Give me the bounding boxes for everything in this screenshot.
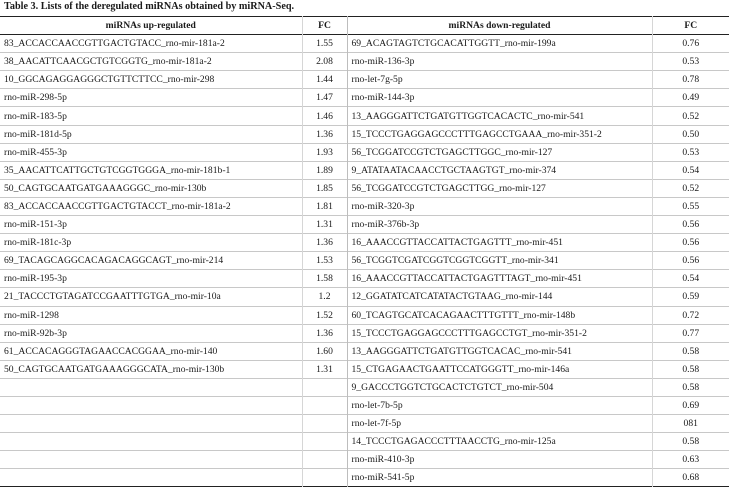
up-fc-cell: 1.47 <box>302 89 347 107</box>
up-mirna-cell <box>0 378 302 396</box>
down-fc-cell: 081 <box>683 418 698 430</box>
down-fc-cell: 0.63 <box>682 454 700 466</box>
up-mirna-cell: 69_TACAGCAGGCACAGACAGGCAGT_rno-mir-214 <box>0 252 302 270</box>
up-fc-cell: 1.81 <box>302 197 347 215</box>
up-mirna-cell: 38_AACATTCAACGCTGTCGGTG_rno-mir-181a-2 <box>0 53 302 71</box>
up-mirna-cell: 35_AACATTCATTGCTGTCGGTGGGA_rno-mir-181b-1 <box>0 161 302 179</box>
down-mirna-cell: rno-miR-320-3p <box>347 197 652 215</box>
table-row <box>0 216 729 234</box>
down-fc-cell: 0.56 <box>682 255 700 267</box>
table-row <box>0 197 729 215</box>
down-fc-cell: 0.68 <box>682 472 700 484</box>
table-row <box>0 161 729 179</box>
table-row <box>0 270 729 288</box>
table-row <box>0 288 729 306</box>
down-mirna-cell: 60_TCAGTGCATCACAGAACTTTGTTT_rno-mir-148b <box>347 306 652 324</box>
down-mirna-cell: rno-miR-136-3p <box>347 53 652 71</box>
up-fc-cell <box>302 469 347 487</box>
down-mirna-cell: rno-miR-410-3p <box>347 451 652 469</box>
up-mirna-cell: rno-miR-181d-5p <box>0 125 302 143</box>
down-mirna-cell: 14_TCCCTGAGACCCTTTAACCTG_rno-mir-125a <box>347 433 652 451</box>
table-row <box>0 252 729 270</box>
down-mirna-cell: 15_CTGAGAACTGAATTCCATGGGTT_rno-mir-146a <box>347 360 652 378</box>
up-fc-cell: 1.89 <box>302 161 347 179</box>
up-fc-cell: 1.93 <box>302 143 347 161</box>
table-row <box>0 143 729 161</box>
up-fc-cell: 1.36 <box>302 125 347 143</box>
table-row <box>0 396 729 414</box>
down-mirna-cell: 9_GACCCTGGTCTGCACTCTGTCT_rno-mir-504 <box>347 378 652 396</box>
up-mirna-cell <box>0 415 302 433</box>
up-mirna-cell: rno-miR-455-3p <box>0 143 302 161</box>
down-fc-cell: 0.58 <box>682 345 700 357</box>
down-fc-cell: 0.72 <box>682 309 700 321</box>
down-fc-cell: 0.50 <box>682 128 700 140</box>
down-fc-cell: 0.69 <box>682 400 700 412</box>
table-row <box>0 53 729 71</box>
up-mirna-cell <box>0 451 302 469</box>
down-fc-cell: 0.59 <box>682 291 700 303</box>
down-fc-cell: 0.56 <box>682 219 700 231</box>
table-row <box>0 360 729 378</box>
mirna-table <box>0 16 729 487</box>
up-fc-cell: 1.85 <box>302 179 347 197</box>
down-mirna-cell: 12_GGATATCATCATATACTGTAAG_rno-mir-144 <box>347 288 652 306</box>
up-mirna-cell: 21_TACCCTGTAGATCCGAATTTGTGA_rno-mir-10a <box>0 288 302 306</box>
table-row <box>0 324 729 342</box>
table-row <box>0 469 729 487</box>
down-mirna-cell: 56_TCGGTCGATCGGTCGGTCGGTT_rno-mir-341 <box>347 252 652 270</box>
up-fc-cell: 1.36 <box>302 324 347 342</box>
down-fc-cell: 0.76 <box>682 38 700 50</box>
table-row <box>0 342 729 360</box>
up-mirna-cell: 50_CAGTGCAATGATGAAAGGGCATA_rno-mir-130b <box>0 360 302 378</box>
table-row <box>0 451 729 469</box>
table-row <box>0 306 729 324</box>
table-row <box>0 125 729 143</box>
down-mirna-cell: rno-miR-541-5p <box>347 469 652 487</box>
down-fc-cell: 0.78 <box>682 74 700 86</box>
up-mirna-cell: 83_ACCACCAACCGTTGACTGTACC_rno-mir-181a-2 <box>0 35 302 53</box>
up-fc-cell: 1.36 <box>302 234 347 252</box>
down-fc-cell: 0.53 <box>682 146 700 158</box>
up-mirna-cell: rno-miR-1298 <box>0 306 302 324</box>
table-row <box>0 71 729 89</box>
up-mirna-cell: rno-miR-181c-3p <box>0 234 302 252</box>
up-fc-cell: 1.31 <box>302 360 347 378</box>
down-mirna-cell: 16_AAACCGTTACCATTACTGAGTTTAGT_rno-mir-451 <box>347 270 652 288</box>
up-fc-cell: 1.46 <box>302 107 347 125</box>
up-mirna-cell: rno-miR-298-5p <box>0 89 302 107</box>
down-fc-cell: 0.55 <box>682 200 700 212</box>
up-mirna-cell <box>0 396 302 414</box>
table-row <box>0 234 729 252</box>
up-fc-cell <box>302 451 347 469</box>
down-mirna-cell: 16_AAACCGTTACCATTACTGAGTTT_rno-mir-451 <box>347 234 652 252</box>
table-body <box>0 35 729 487</box>
down-fc-cell: 0.58 <box>682 381 700 393</box>
up-fc-cell: 1.60 <box>302 342 347 360</box>
up-mirna-cell <box>0 433 302 451</box>
down-mirna-cell: 56_TCGGATCCGTCTGAGCTTGG_rno-mir-127 <box>347 179 652 197</box>
table-header-row <box>0 17 729 35</box>
down-mirna-cell: 13_AAGGGATTCTGATGTTGGTCACACTC_rno-mir-541 <box>347 107 652 125</box>
up-mirna-cell: rno-miR-183-5p <box>0 107 302 125</box>
up-mirna-cell: rno-miR-195-3p <box>0 270 302 288</box>
down-mirna-cell: 69_ACAGTAGTCTGCACATTGGTT_rno-mir-199a <box>347 35 652 53</box>
up-mirna-cell: 50_CAGTGCAATGATGAAAGGGC_rno-mir-130b <box>0 179 302 197</box>
down-fc-cell: 0.77 <box>682 327 700 339</box>
up-mirna-cell: rno-miR-151-3p <box>0 216 302 234</box>
header-up-fc: FC <box>302 17 347 35</box>
up-fc-cell: 1.53 <box>302 252 347 270</box>
up-fc-cell: 1.58 <box>302 270 347 288</box>
header-down-regulated: miRNAs down-regulated <box>347 17 652 35</box>
up-mirna-cell: 83_ACCACCAACCGTTGACTGTACCT_rno-mir-181a-2 <box>0 197 302 215</box>
table-row <box>0 433 729 451</box>
up-fc-cell: 2.08 <box>302 53 347 71</box>
up-mirna-cell: rno-miR-92b-3p <box>0 324 302 342</box>
down-mirna-cell: 13_AAGGGATTCTGATGTTGGTCACAC_rno-mir-541 <box>347 342 652 360</box>
down-mirna-cell: rno-miR-376b-3p <box>347 216 652 234</box>
table-row <box>0 179 729 197</box>
down-mirna-cell: rno-let-7f-5p <box>347 415 652 433</box>
header-down-fc: FC <box>684 20 698 32</box>
up-mirna-cell: 61_ACCACAGGGTAGAACCACGGAA_rno-mir-140 <box>0 342 302 360</box>
down-fc-cell: 0.56 <box>682 237 700 249</box>
down-mirna-cell: rno-miR-144-3p <box>347 89 652 107</box>
down-fc-cell: 0.58 <box>682 363 700 375</box>
down-mirna-cell: 15_TCCCTGAGGAGCCCTTTGAGCCTGAAA_rno-mir-351-2 <box>347 125 652 143</box>
down-fc-cell: 0.52 <box>682 182 700 194</box>
down-mirna-cell: 15_TCCCTGAGGAGCCCTTTGAGCCTGT_rno-mir-351-2 <box>347 324 652 342</box>
up-fc-cell <box>302 378 347 396</box>
down-fc-cell: 0.58 <box>682 436 700 448</box>
down-mirna-cell: 56_TCGGATCCGTCTGAGCTTGGC_rno-mir-127 <box>347 143 652 161</box>
table-row <box>0 89 729 107</box>
up-fc-cell <box>302 433 347 451</box>
up-fc-cell: 1.52 <box>302 306 347 324</box>
down-fc-cell: 0.54 <box>682 273 700 285</box>
up-fc-cell: 1.55 <box>302 35 347 53</box>
up-mirna-cell: 10_GGCAGAGGAGGGCTGTTCTTCC_rno-mir-298 <box>0 71 302 89</box>
down-mirna-cell: rno-let-7g-5p <box>347 71 652 89</box>
table-caption: Table 3. Lists of the deregulated miRNAs obtained by miRNA-Seq. <box>4 1 295 12</box>
table-row <box>0 35 729 53</box>
table-row <box>0 107 729 125</box>
down-fc-cell: 0.52 <box>682 110 700 122</box>
up-fc-cell <box>302 415 347 433</box>
down-mirna-cell: rno-let-7b-5p <box>347 396 652 414</box>
down-fc-cell: 0.49 <box>682 92 700 104</box>
up-fc-cell: 1.44 <box>302 71 347 89</box>
up-fc-cell: 1.2 <box>302 288 347 306</box>
down-fc-cell: 0.54 <box>682 164 700 176</box>
table-row <box>0 378 729 396</box>
up-fc-cell: 1.31 <box>302 216 347 234</box>
down-fc-cell: 0.53 <box>682 56 700 68</box>
down-mirna-cell: 9_ATATAATACAACCTGCTAAGTGT_rno-mir-374 <box>347 161 652 179</box>
table-row <box>0 415 729 433</box>
header-up-regulated: miRNAs up-regulated <box>0 17 302 35</box>
up-fc-cell <box>302 396 347 414</box>
up-mirna-cell <box>0 469 302 487</box>
